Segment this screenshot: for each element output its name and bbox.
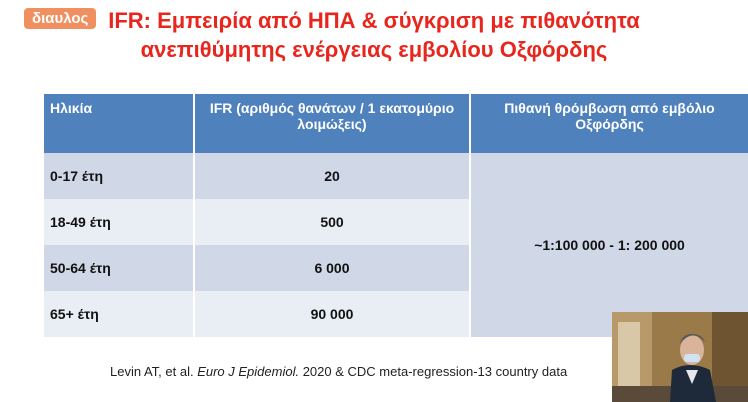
speaker-video-image [612,312,748,402]
citation-journal: Euro J Epidemiol. [197,364,300,379]
cell-age: 0-17 έτη [44,153,194,199]
citation-prefix: Levin AT, et al. [110,364,198,379]
cell-age: 65+ έτη [44,291,194,337]
citation [110,364,567,379]
speaker-video [612,312,748,402]
cell-ifr: 6 000 [194,245,470,291]
cell-ifr: 20 [194,153,470,199]
title-line-2: ανεπιθύμητης ενέργειας εμβολίου Οξφόρδης [140,37,608,62]
table-row [44,153,748,199]
slide-title [0,6,748,64]
cell-age: 18-49 έτη [44,199,194,245]
header-ifr: IFR (αριθμός θανάτων / 1 εκατομύριο λοιμώξεις) [194,94,470,153]
channel-logo: διαυλος [24,8,96,29]
cell-ifr: 500 [194,199,470,245]
ifr-table [44,94,748,337]
citation-suffix: 2020 & CDC meta-regression-13 country data [299,364,568,379]
header-thrombosis: Πιθανή θρόμβωση από εμβόλιο Οξφόρδης [470,94,748,153]
header-age: Ηλικία [44,94,194,153]
cell-ifr: 90 000 [194,291,470,337]
title-line-1: IFR: Εμπειρία από ΗΠΑ & σύγκριση με πιθανότητα [108,8,640,33]
cell-age: 50-64 έτη [44,245,194,291]
cell-thrombosis: ~1:100 000 - 1: 200 000 [470,153,748,337]
table-header-row [44,94,748,153]
